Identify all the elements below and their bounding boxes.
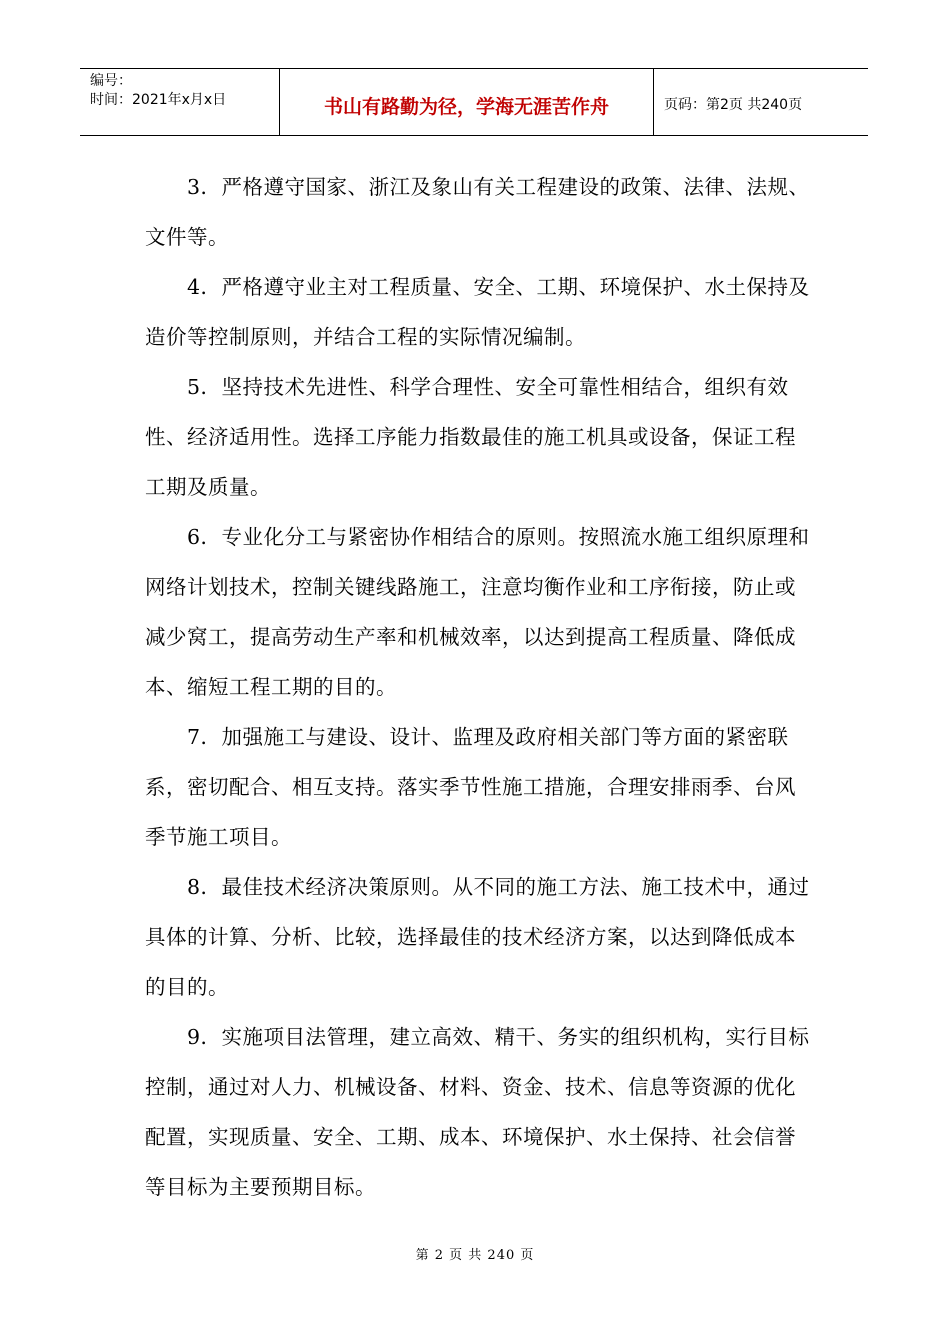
paragraph: 8．最佳技术经济决策原则。从不同的施工方法、施工技术中，通过具体的计算、分析、比较，选择最佳的技术经济方案，以达到降低成本的目的。	[145, 875, 810, 999]
paragraph: 5．坚持技术先进性、科学合理性、安全可靠性相结合，组织有效性、经济适用性。选择工序能力指数最佳的施工机具或设备，保证工程工期及质量。	[145, 375, 796, 499]
document-number-label: 编号：	[90, 73, 132, 89]
header-meta	[80, 69, 280, 135]
paragraph: 6．专业化分工与紧密协作相结合的原则。按照流水施工组织原理和网络计划技术，控制关键线路施工，注意均衡作业和工序衔接，防止或减少窝工，提高劳动生产率和机械效率，以达到提高工程质量、降低成本、缩短工程工期的目的。	[145, 525, 810, 699]
paragraph: 9．实施项目法管理，建立高效、精干、务实的组织机构，实行目标控制，通过对人力、机械设备、材料、资金、技术、信息等资源的优化配置，实现质量、安全、工期、成本、环境保护、水土保持、社会信誉等目标为主要预期目标。	[145, 1025, 810, 1199]
page-footer: 第 2 页 共 240 页	[415, 1248, 535, 1263]
paragraph: 4．严格遵守业主对工程质量、安全、工期、环境保护、水土保持及造价等控制原则，并结合工程的实际情况编制。	[145, 275, 810, 349]
document-date: 时间：2021年x月x日	[90, 92, 227, 108]
paragraph: 7．加强施工与建设、设计、监理及政府相关部门等方面的紧密联系，密切配合、相互支持。落实季节性施工措施，合理安排雨季、台风季节施工项目。	[145, 725, 796, 849]
document-body	[145, 162, 815, 1212]
document-header	[80, 68, 868, 136]
header-motto: 书山有路勤为径，学海无涯苦作舟	[280, 69, 654, 135]
paragraph: 3．严格遵守国家、浙江及象山有关工程建设的政策、法律、法规、文件等。	[145, 175, 810, 249]
header-page-info: 页码：第2页 共240页	[664, 97, 803, 113]
